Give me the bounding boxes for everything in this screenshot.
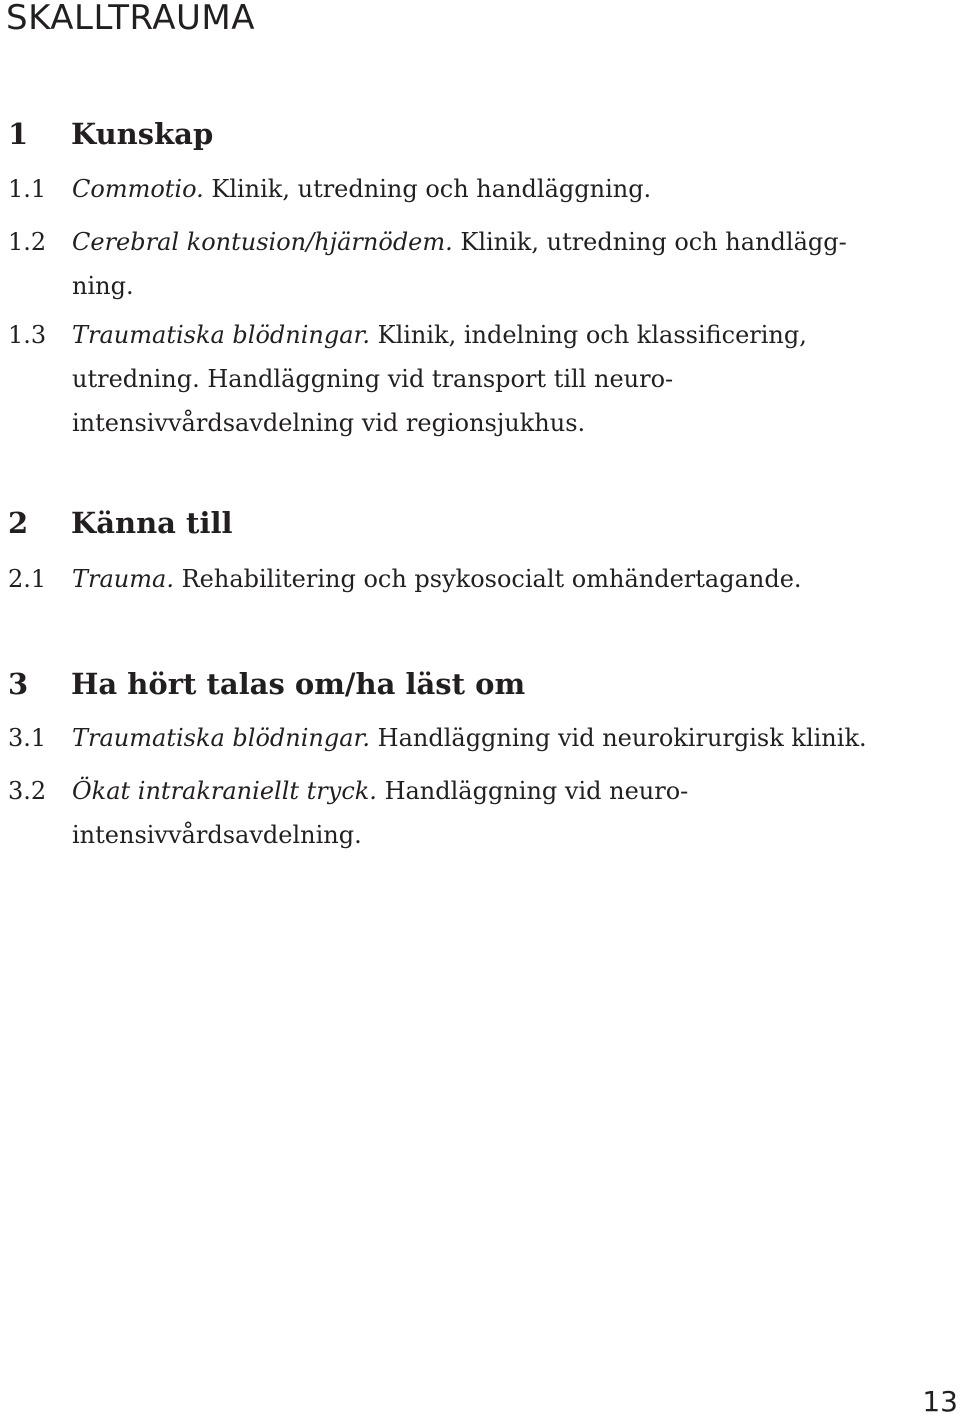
item-term: Cerebral kontusion/hjärnödem.	[72, 228, 453, 256]
item-term: Ökat intrakraniellt tryck.	[72, 777, 377, 805]
section-number: 2	[8, 506, 29, 540]
section-title: Känna till	[71, 506, 233, 540]
item-term: Traumatiska blödningar.	[72, 724, 371, 752]
item-description: Klinik, indelning och klassificering,	[370, 321, 807, 349]
item-line	[72, 357, 952, 401]
list-item	[72, 769, 952, 857]
item-number: 3.1	[8, 724, 47, 752]
item-number: 1.3	[8, 321, 47, 349]
section-title: Kunskap	[71, 117, 214, 151]
section-heading-kunskap	[8, 116, 213, 152]
item-line	[72, 220, 952, 264]
item-description: ning.	[72, 272, 134, 300]
item-line	[72, 557, 952, 601]
item-description: Rehabilitering och psykosocialt omhändertagande.	[173, 565, 802, 593]
item-line	[72, 813, 952, 857]
item-line	[72, 401, 952, 445]
item-number: 1.2	[8, 228, 47, 256]
section-number: 3	[8, 667, 29, 701]
page-number: 13	[922, 1385, 958, 1418]
page-title: SKALLTRAUMA	[6, 0, 255, 38]
item-line	[72, 769, 952, 813]
item-description: Handläggning vid neurokirurgisk klinik.	[370, 724, 867, 752]
item-description: utredning. Handläggning vid transport till neuro-	[72, 365, 674, 393]
item-description: Handläggning vid neuro-	[376, 777, 689, 805]
section-title: Ha hört talas om/ha läst om	[71, 667, 526, 701]
list-item	[72, 220, 952, 308]
item-number: 3.2	[8, 777, 47, 805]
item-line	[72, 313, 952, 357]
item-line	[72, 167, 952, 211]
list-item	[72, 313, 952, 445]
item-description: intensivvårdsavdelning.	[72, 821, 362, 849]
item-term: Traumatiska blödningar.	[72, 321, 371, 349]
item-term: Trauma.	[72, 565, 174, 593]
list-item	[72, 167, 952, 211]
item-description: Klinik, utredning och handlägg-	[452, 228, 847, 256]
item-term: Commotio.	[72, 175, 204, 203]
list-item	[72, 716, 952, 760]
item-description: Klinik, utredning och handläggning.	[203, 175, 652, 203]
item-number: 2.1	[8, 565, 47, 593]
item-line	[72, 716, 952, 760]
item-line	[72, 264, 952, 308]
section-heading-ha-hort-talas-om	[8, 666, 525, 702]
section-heading-kanna-till	[8, 505, 233, 541]
item-number: 1.1	[8, 175, 47, 203]
list-item	[72, 557, 952, 601]
section-number: 1	[8, 117, 29, 151]
item-description: intensivvårdsavdelning vid regionsjukhus.	[72, 409, 586, 437]
